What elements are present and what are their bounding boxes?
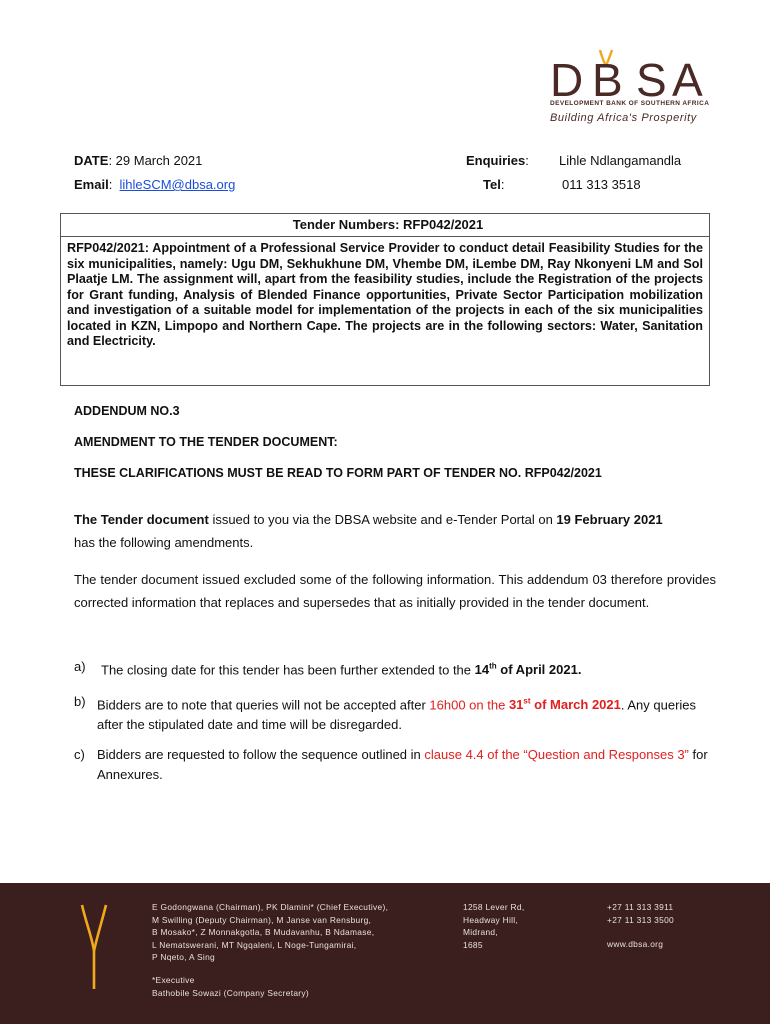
footer-directors: E Godongwana (Chairman), PK Dlamini* (Chief Executive), M Swilling (Deputy Chairman), M Janse van Rensburg, B Mosako*, Z Monnakgotla, B Mudavanhu, B Ndamase, L Nematswerani, MT Ngqaleni, L Noge-Tungamirai, P Nqeto, A Sing *Executive Bathobile Sowazi (Company Secretary) [152, 902, 389, 998]
date-row: DATE: 29 March 2021 [74, 153, 203, 168]
intro-lead: The Tender document [74, 512, 209, 527]
tel-row: Tel: [483, 177, 505, 192]
item-c-text: Bidders are requested to follow the sequence outlined in clause 4.4 of the “Question and Responses 3” for Annexures. [97, 747, 708, 782]
addendum-title: ADDENDUM NO.3 [74, 404, 180, 418]
tel-value: 011 313 3518 [562, 177, 641, 192]
email-link[interactable]: lihleSCM@dbsa.org [119, 177, 236, 192]
footer-website[interactable]: www.dbsa.org [607, 939, 664, 950]
correction-paragraph: The tender document issued excluded some of the following information. This addendum 03 therefore provides corrected information that replaces and supersedes that as initially provided in the tender document. [74, 572, 716, 610]
intro-date: 19 February 2021 [556, 512, 663, 527]
clarification-heading: THESE CLARIFICATIONS MUST BE READ TO FORM PART OF TENDER NO. RFP042/2021 [74, 466, 602, 480]
item-c [74, 745, 716, 787]
item-b-text: Bidders are to note that queries will not be accepted after 16h00 on the 31st of March 2021. Any queries after the stipulated date and time will be disregarded. [97, 697, 697, 733]
footer-phone-2: +27 11 313 3500 [607, 914, 674, 925]
logo-tagline: Building Africa's Prosperity [550, 112, 697, 124]
footer-contact [607, 901, 674, 951]
footer [0, 883, 770, 1024]
date-label: DATE [74, 153, 109, 168]
dbsa-logo-mark [540, 48, 725, 98]
intro-paragraph [74, 508, 716, 554]
logo-letter-a: A [672, 54, 703, 98]
logo-letter-d: D [550, 54, 584, 98]
intro-mid: issued to you via the DBSA website and e-Tender Portal on [208, 512, 557, 527]
footer-executive-note: *Executive [152, 974, 195, 985]
item-b-label: b) [74, 694, 86, 709]
item-a-label: a) [74, 659, 86, 674]
dbsa-sprout-icon [78, 903, 110, 991]
tender-description: RFP042/2021: Appointment of a Professional Service Provider to conduct detail Feasibility Studies for the six municipalities, namely: Ugu DM, Sekhukhune DM, Vhembe DM, iLembe DM, Ray Nkonyeni LM and Sol Plaatje LM. The assignment will, apart from the feasibility studies, include the Registration of the projects for Grant funding, Analysis of Blended Finance opportunities, Private Sector Participation mobilization and investigation of a suitable model for implementation of the projects in each of the six municipalities located in KZN, Limpopo and Northern Cape. The projects are in the following sectors: Water, Sanitation and Electricity. [67, 241, 703, 348]
tender-box [60, 213, 710, 386]
footer-secretary: Bathobile Sowazi (Company Secretary) [152, 987, 309, 998]
email-label: Email [74, 177, 109, 192]
item-a-text: The closing date for this tender has been further extended to the 14th of April 2021. [101, 662, 582, 678]
email-row: Email: lihleSCM@dbsa.org [74, 177, 236, 192]
item-b [74, 692, 716, 734]
enquiries-row: Enquiries: [466, 153, 529, 168]
tel-label: Tel [483, 177, 501, 192]
enquiries-label: Enquiries [466, 153, 526, 168]
logo-letter-b: B [592, 54, 623, 98]
logo-letter-s: S [636, 54, 667, 98]
logo-org-name: DEVELOPMENT BANK OF SOUTHERN AFRICA [550, 100, 710, 107]
tender-numbers-title: Tender Numbers: RFP042/2021 [61, 214, 709, 237]
item-c-label: c) [74, 747, 85, 762]
date-value: 29 March 2021 [115, 153, 203, 168]
dbsa-logo [540, 28, 725, 128]
intro-tail: has the following amendments. [74, 535, 254, 550]
enquiries-value: Lihle Ndlangamandla [559, 153, 682, 168]
footer-phone-1: +27 11 313 3911 [607, 902, 674, 912]
footer-address: 1258 Lever Rd, Headway Hill, Midrand, 1685 [463, 902, 525, 950]
amendment-title: AMENDMENT TO THE TENDER DOCUMENT: [74, 435, 338, 449]
item-a [74, 657, 716, 679]
